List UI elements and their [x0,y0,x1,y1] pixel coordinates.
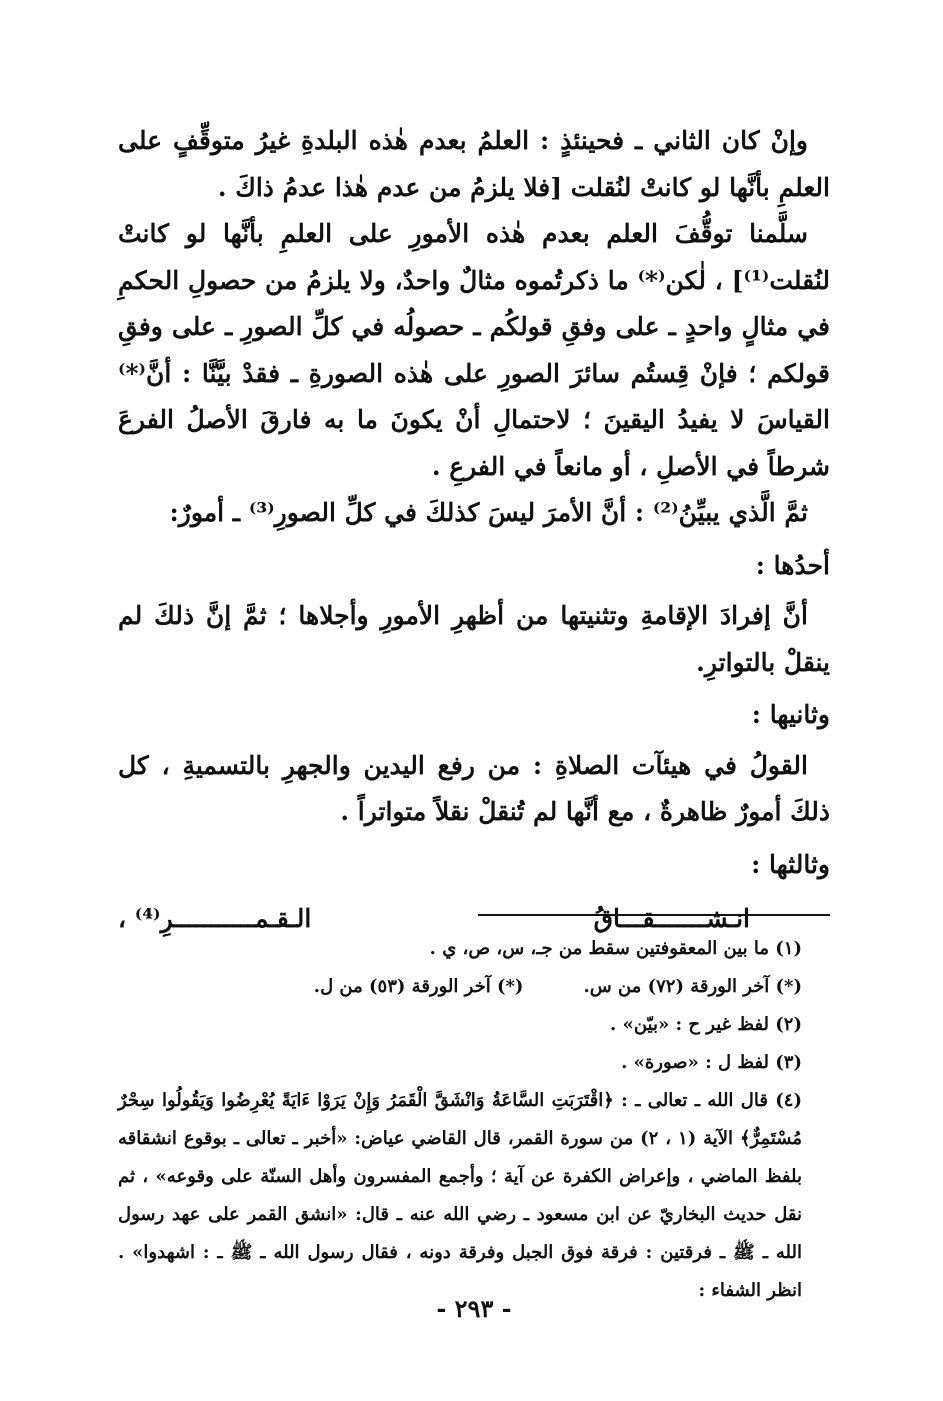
footnote-star-1: (*) آخر الورقة (٧٢) من س. [583,976,802,997]
footnote-3: (٣) لفظ ل : «صورة» . [621,1052,802,1073]
footnote-divider [478,914,830,916]
footnote-4: (٤) قال الله ـ تعالى ـ : ﴿اقْتَرَبَتِ السَّاعَةُ وَانْشَقَّ الْقَمَرُ وَإِنْ يَرَوْا ءَايَةً يُعْرِضُوا وَيَقُولُوا سِحْرٌ مُسْتَمِرٌّ﴾ الآية (١ ، ٢) من سورة القمر، قال القاضي عياض: «أخبر ـ تعالى ـ بوقوع انشقاقه بلفظ الماضي ، وإعراض الكفرة عن آية ؛ وأجمع المفسرون وأهل السنّة على وقوعه» ، ثم نقل حديث البخاريّ عن ابن مسعود ـ رضي الله عنه ـ قال: «انشق القمر على عهد رسول الله ـ ﷺ ـ فرقتين : فرقة فوق الجبل وفرقة دونه ، فقال رسول الله ـ ﷺ ـ : اشهدوا» . انظر الشفاء : [118,1090,803,1301]
paragraph-3: ثمَّ الَّذي يبيِّنُ⁽²⁾ : أنَّ الأمرَ ليسَ كذلكَ في كلِّ الصورِ⁽³⁾ ـ أمورٌ: [169,498,808,527]
paragraph-5: القولُ في هيئآت الصلاةِ : من رفع اليدين والجهرِ بالتسميةِ ، كل ذلكَ أمورٌ ظاهرةٌ ، مع أنَّها لم تُنقلْ نقلاً متواتراً . [118,750,830,826]
book-page [118,118,830,1358]
verse-part-a: انـشـــــــقـــاقُ [593,904,750,933]
footnote-star-2: (*) آخر الورقة (٥٣) من ل. [313,976,524,997]
heading-third: وثالثها : [751,849,830,879]
footnote-star-row [118,968,830,1006]
heading-first: أحدُها : [755,550,830,580]
paragraph-4: أنَّ إفرادَ الإقامةِ وتثنيتها من أظهرِ الأمورِ وأجلاها ؛ ثمَّ إنَّ ذلكَ لم ينقلْ بالتواترِ. [118,601,830,677]
paragraph-2: سلَّمنا توقُّفَ العلم بعدم هٰذه الأمورِ على العلمِ بأنَّها لو كانتْ لنُقلت⁽¹⁾] ، لٰكن⁽*⁾ ما ذكرتُموه مثالٌ واحدٌ، ولا يلزمُ من حصولِ الحكمِ في مثالٍ واحدٍ ـ على وفقِ قولكُم ـ حصولُه في كلِّ الصورِ ـ على وفقِ قولكم ؛ فإنْ قِستُم سائرَ الصورِ على هٰذه الصورةِ ـ فقدْ بيَّنَّا : أنَّ⁽*⁾ القياسَ لا يفيدُ اليقينَ ؛ لاحتمالِ أنْ يكونَ ما به فارقَ الأصلُ الفرعَ شرطاً في الأصلِ ، أو مانعاً في الفرعِ . [118,219,830,481]
paragraph-1: وإنْ كان الثاني ـ فحينئذٍ : العلمُ بعدم هٰذه البلدةِ غيرُ متوقِّفٍ على العلمِ بأنَّها لو كانتْ لنُقلت [فلا يلزمُ من عدم هٰذا عدمُ ذاكَ . [118,126,830,202]
footnotes [118,930,830,1310]
page-number: - ٢٩٣ - [436,1294,512,1323]
heading-second: وثانيها : [751,700,830,729]
footnote-1: (١) ما بين المعقوفتين سقط من جـ، س، ص، ي . [429,938,802,959]
main-text [118,118,830,943]
footnote-2: (٢) لفظ غير ح : «بيّن» . [610,1014,802,1035]
verse-part-b: الـقـمـــــــــــرِ⁽⁴⁾ ، [118,904,312,933]
